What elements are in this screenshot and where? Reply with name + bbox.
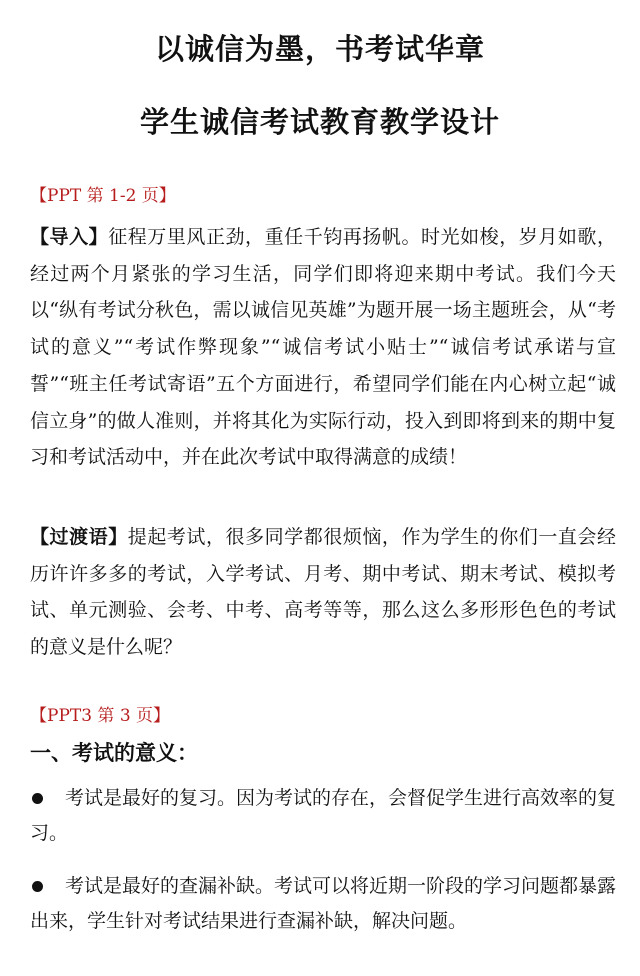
bullet-item <box>30 869 616 939</box>
bullet-text: 考试是最好的查漏补缺。考试可以将近期一阶段的学习问题都暴露出来，学生针对考试结果进行查漏补缺，解决问题。 <box>30 875 617 932</box>
document-subtitle: 学生诚信考试教育教学设计 <box>139 105 500 139</box>
transition-label: 【过渡语】 <box>30 526 128 548</box>
transition-text: 提起考试，很多同学都很烦恼，作为学生的你们一直会经历许许多多的考试，入学考试、月考、期中考试、期末考试、模拟考试、单元测验、会考、中考、高考等等，那么这么多形形色色的考试的意义是什么呢？ <box>30 526 616 659</box>
document-title: 以诚信为墨，书考试华章 <box>154 32 485 66</box>
bullet-item <box>30 781 616 851</box>
intro-label: 【导入】 <box>30 226 109 248</box>
bullet-dot-icon <box>32 881 43 892</box>
ppt-page-marker: 【PPT3 第 3 页】 <box>30 706 171 726</box>
bullet-dot-icon <box>32 793 43 804</box>
intro-text: 征程万里风正劲，重任千钧再扬帆。时光如梭，岁月如歌，经过两个月紧张的学习生活，同学们即将迎来期中考试。我们今天以“纵有考试分秋色，需以诚信见英雄”为题开展一场主题班会，从“考试的意义”“考试作弊现象”“诚信考试小贴士”“诚信考试承诺与宣誓”“班主任考试寄语”五个方面进行，希望同学们能在内心树立起“诚信立身”的做人准则，并将其化为实际行动，投入到即将到来的期中复习和考试活动中，并在此次考试中取得满意的成绩！ <box>30 226 616 469</box>
section-heading: 一、考试的意义： <box>30 741 198 765</box>
transition-paragraph <box>30 519 616 666</box>
bullet-text: 考试是最好的复习。因为考试的存在，会督促学生进行高效率的复习。 <box>30 787 617 844</box>
intro-paragraph <box>30 219 616 476</box>
ppt-page-marker: 【PPT 第 1-2 页】 <box>30 186 176 206</box>
